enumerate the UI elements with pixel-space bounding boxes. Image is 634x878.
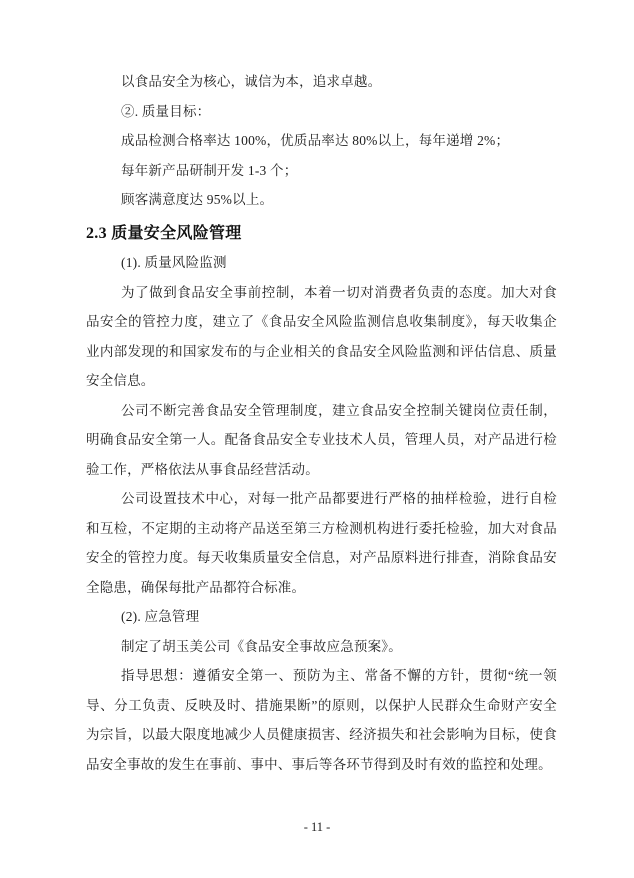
section-heading: 2.3 质量安全风险管理: [86, 224, 242, 242]
paragraph: (1). 质量风险监测: [121, 255, 227, 270]
paragraph: ②. 质量目标：: [121, 103, 211, 119]
paragraph: 以食品安全为核心，诚信为本，追求卓越。: [121, 74, 382, 89]
page-number: - 11 -: [303, 820, 331, 834]
paragraph: 公司不断完善食品安全管理制度，建立食品安全控制关键岗位责任制，明确食品安全第一人。配备食品安全专业技术人员，管理人员，对产品进行检验工作，严格依法从事食品经营活动。: [86, 402, 557, 477]
paragraph: 制定了胡玉美公司《食品安全事故应急预案》。: [121, 638, 402, 654]
paragraph: 公司设置技术中心，对每一批产品都要进行严格的抽样检验，进行自检和互检，不定期的主动将产品送至第三方检测机构进行委托检验，加大对食品安全的管控力度。每天收集质量安全信息，对产品原料进行排查，消除食品安全隐患，确保每批产品都符合标准。: [86, 491, 557, 595]
paragraph: 成品检测合格率达 100%，优质品率达 80%以上，每年递增 2%；: [121, 133, 510, 148]
paragraph: (2). 应急管理: [121, 609, 200, 624]
paragraph: 每年新产品研制开发 1-3 个；: [121, 162, 298, 178]
document-body: [86, 67, 557, 779]
paragraph: 为了做到食品安全事前控制，本着一切对消费者负责的态度。加大对食品安全的管控力度，建立了《食品安全风险监测信息收集制度》，每天收集企业内部发现的和国家发布的与企业相关的食品安全风险监测和评估信息、质量安全信息。: [86, 284, 557, 388]
paragraph: 指导思想：遵循安全第一、预防为主、常备不懈的方针，贯彻“统一领导、分工负责、反映及时、措施果断”的原则，以保护人民群众生命财产安全为宗旨，以最大限度地减少人员健康损害、经济损失和社会影响为目标，使食品安全事故的发生在事前、事中、事后等各环节得到及时有效的监控和处理。: [86, 668, 557, 772]
paragraph: 顾客满意度达 95%以上。: [121, 192, 274, 207]
